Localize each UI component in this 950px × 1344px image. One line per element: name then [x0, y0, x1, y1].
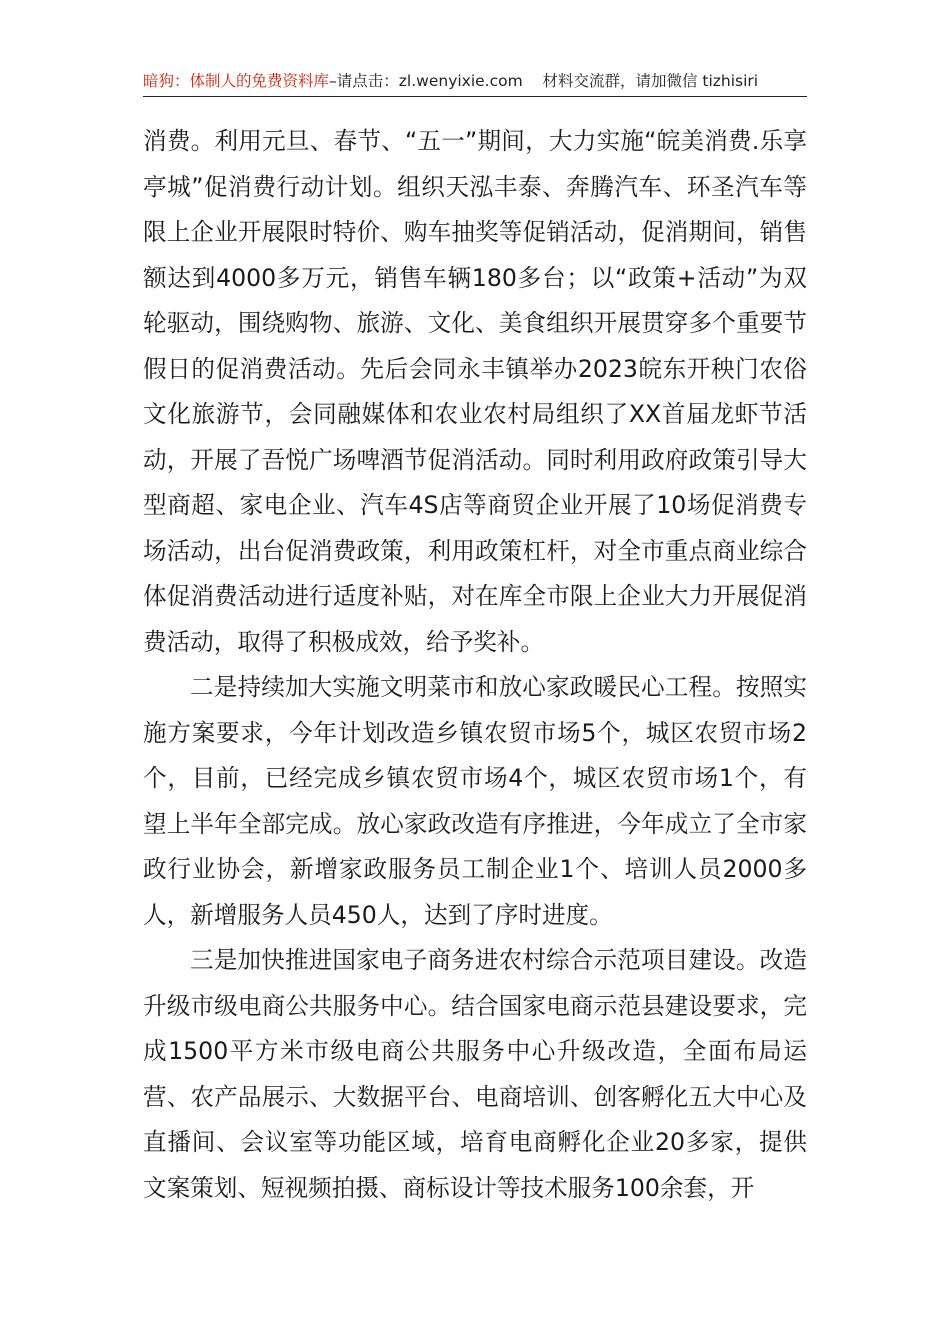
header-spacer: [523, 72, 543, 90]
paragraph-market-housekeeping: 二是持续加大实施文明菜市和放心家政暖民心工程。按照实施方案要求，今年计划改造乡镇农贸市场5个，城区农贸市场2个，目前，已经完成乡镇农贸市场4个，城区农贸市场1个，有望上半年全部完成。放心家政改造有序推进，今年成立了全市家政行业协会，新增家政服务员工制企业1个、培训人员2000多人，新增服务人员450人，达到了序时进度。: [143, 673, 807, 929]
document-body: [143, 119, 807, 1211]
header-link-url[interactable]: zl.wenyixie.com: [398, 72, 523, 90]
page-header: [143, 68, 807, 97]
paragraph-ecommerce-rural: 三是加快推进国家电子商务进农村综合示范项目建设。改造升级市级电商公共服务中心。结合国家电商示范县建设要求，完成1500平方米市级电商公共服务中心升级改造，全面布局运营、农产品展示、大数据平台、电商培训、创客孵化五大中心及直播间、会议室等功能区域，培育电商孵化企业20多家，提供文案策划、短视频拍摄、商标设计等技术服务100余套，开: [143, 946, 807, 1202]
header-brand: 暗狗：体制人的免费资料库: [143, 72, 330, 90]
paragraph-consumption-continued: 消费。利用元旦、春节、“五一”期间，大力实施“皖美消费.乐享亭城”促消费行动计划。组织天泓丰泰、奔腾汽车、环圣汽车等限上企业开展限时特价、购车抽奖等促销活动，促消期间，销售额达到4000多万元，销售车辆180多台；以“政策+活动”为双轮驱动，围绕购物、旅游、文化、美食组织开展贯穿多个重要节假日的促消费活动。先后会同永丰镇举办2023皖东开秧门农俗文化旅游节，会同融媒体和农业农村局组织了XX首届龙虾节活动，开展了吾悦广场啤酒节促消活动。同时利用政府政策引导大型商超、家电企业、汽车4S店等商贸企业开展了10场促消费专场活动，出台促消费政策，利用政策杠杆，对全市重点商业综合体促消费活动进行适度补贴，对在库全市限上企业大力开展促消费活动，取得了积极成效，给予奖补。: [143, 127, 807, 656]
header-link-prefix: –请点击：: [329, 72, 399, 90]
header-contact: 材料交流群，请加微信 tizhisiri: [542, 72, 759, 90]
